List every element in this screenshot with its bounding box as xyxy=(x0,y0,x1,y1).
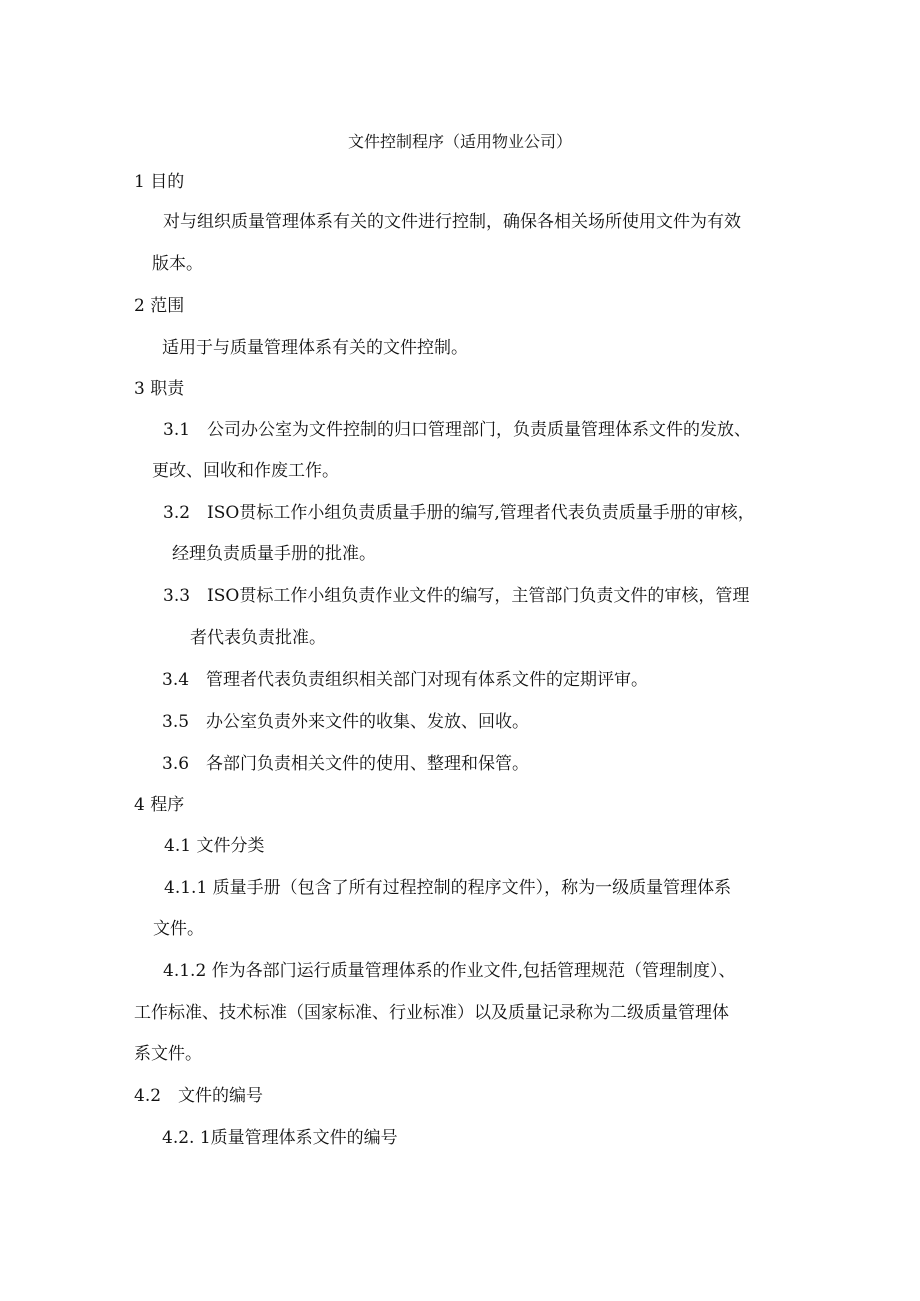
item-4-1-1: 4.1.1 质量手册（包含了所有过程控制的程序文件），称为一级质量管理体系 xyxy=(164,878,732,898)
item-4-1: 4.1 文件分类 xyxy=(164,836,265,856)
section-2-heading: 2 范围 xyxy=(134,296,185,316)
section-3-heading: 3 职责 xyxy=(134,379,185,399)
item-3-5: 3.5 办公室负责外来文件的收集、发放、回收。 xyxy=(162,712,530,732)
item-3-2-cont: 经理负责质量手册的批准。 xyxy=(172,544,376,564)
section-1-heading: 1 目的 xyxy=(134,172,185,192)
section-1-paragraph: 对与组织质量管理体系有关的文件进行控制，确保各相关场所使用文件为有效 xyxy=(163,212,741,232)
section-1-paragraph-cont: 版本。 xyxy=(152,254,203,274)
item-3-3-cont: 者代表负责批准。 xyxy=(190,628,326,648)
item-3-1: 3.1 公司办公室为文件控制的归口管理部门，负责质量管理体系文件的发放、 xyxy=(163,420,752,440)
item-3-6: 3.6 各部门负责相关文件的使用、整理和保管。 xyxy=(162,754,530,774)
document-title: 文件控制程序（适用物业公司） xyxy=(347,132,572,151)
item-4-1-2-cont: 工作标准、技术标准（国家标准、行业标准）以及质量记录称为二级质量管理体 xyxy=(134,1003,729,1023)
section-4-heading: 4 程序 xyxy=(134,795,185,815)
item-4-2: 4.2 文件的编号 xyxy=(134,1086,264,1106)
item-4-1-1-cont: 文件。 xyxy=(153,919,204,939)
item-3-4: 3.4 管理者代表负责组织相关部门对现有体系文件的定期评审。 xyxy=(162,670,649,690)
section-2-paragraph: 适用于与质量管理体系有关的文件控制。 xyxy=(162,338,468,358)
item-4-2-1: 4.2. 1质量管理体系文件的编号 xyxy=(162,1128,398,1148)
item-4-1-2: 4.1.2 作为各部门运行质量管理体系的作业文件,包括管理规范（管理制度）、 xyxy=(163,961,736,981)
item-3-1-cont: 更改、回收和作废工作。 xyxy=(152,461,339,481)
item-3-2: 3.2 ISO贯标工作小组负责质量手册的编写,管理者代表负责质量手册的审核， xyxy=(163,503,755,523)
item-3-3: 3.3 ISO贯标工作小组负责作业文件的编写，主管部门负责文件的审核，管理 xyxy=(163,586,750,606)
item-4-1-2-cont2: 系文件。 xyxy=(134,1044,202,1064)
